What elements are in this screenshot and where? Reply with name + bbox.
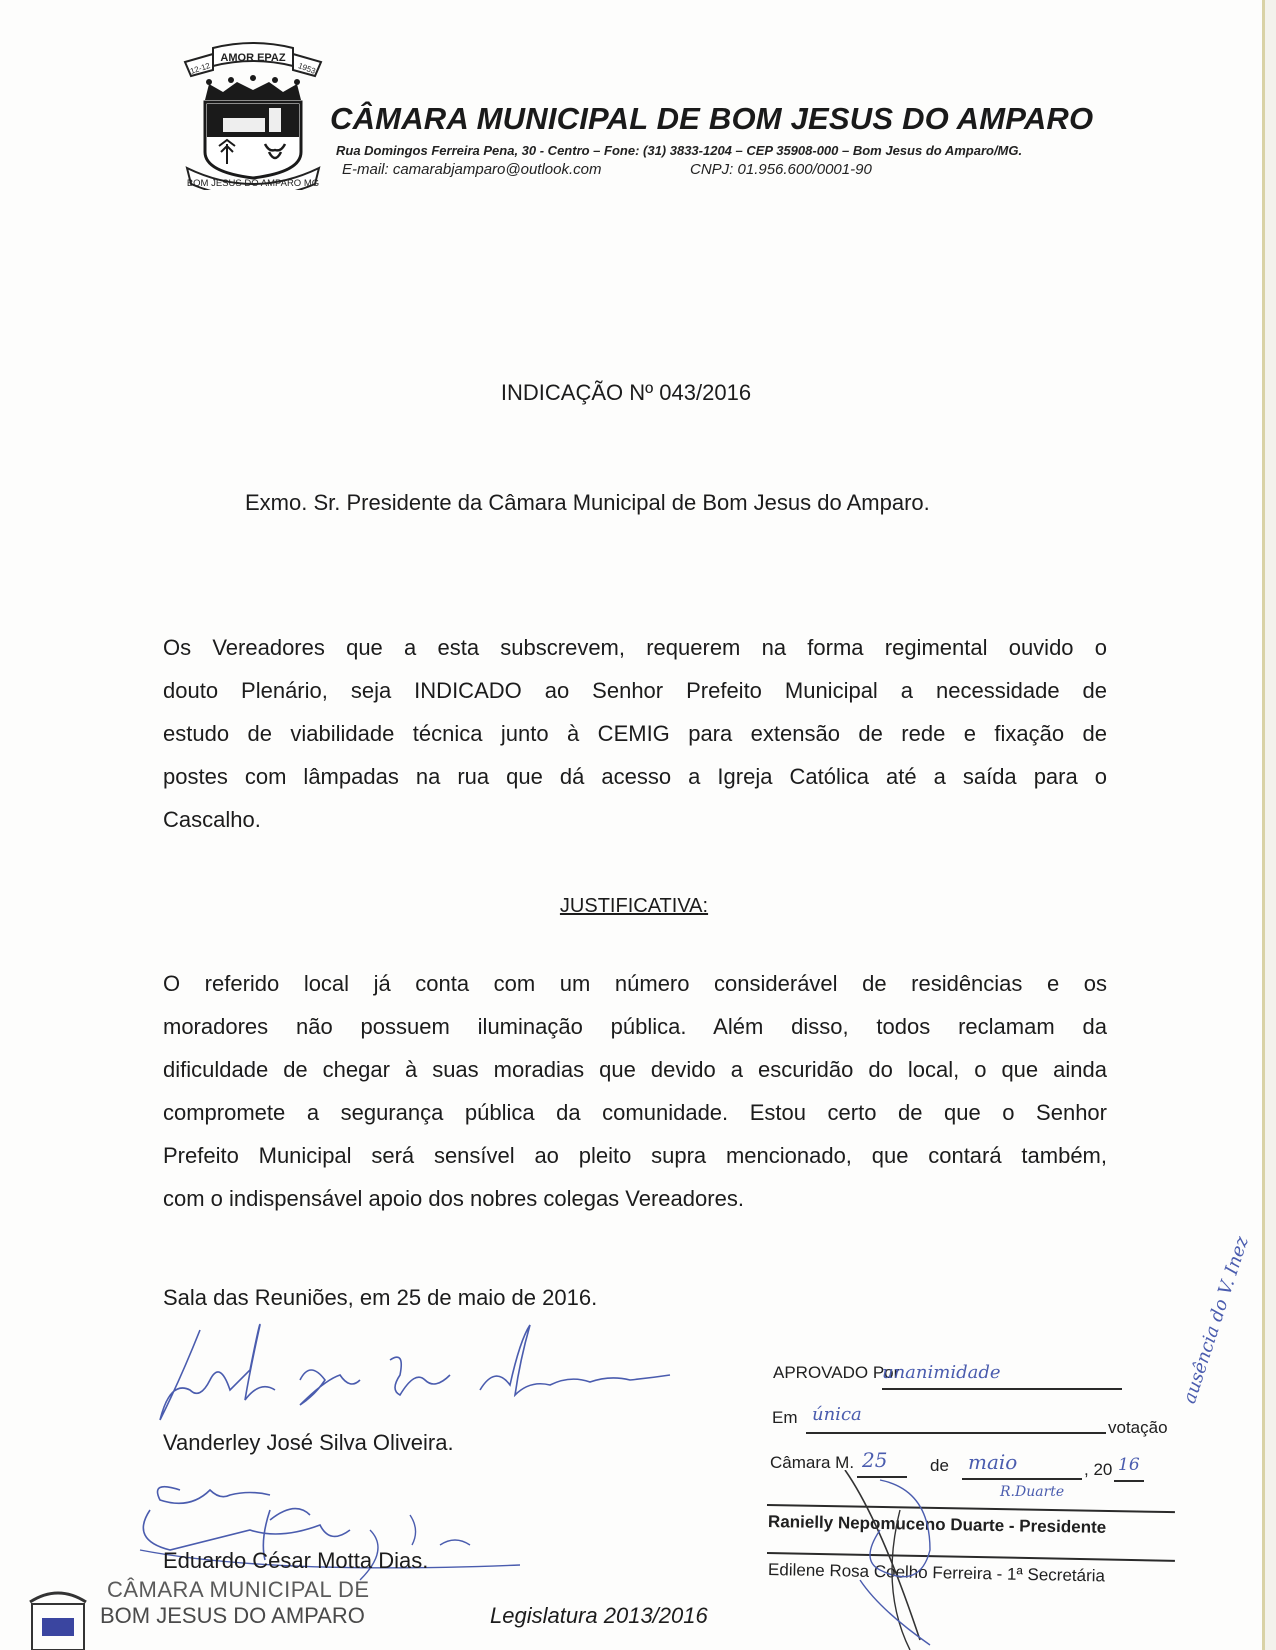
approved-by-value[interactable]: unanimidade [882, 1362, 1001, 1383]
year-value[interactable]: 16 [1118, 1455, 1140, 1475]
paragraph-line: Prefeito Municipal será sensível ao pleito supra mencionado, que contará também, [163, 1143, 1107, 1168]
paragraph-line: compromete a segurança pública da comunidade. Estou certo de que o Senhor [163, 1100, 1107, 1125]
session-value[interactable]: única [812, 1404, 862, 1425]
signatory-1-name: Vanderley José Silva Oliveira. [163, 1430, 454, 1455]
institution-email: E-mail: camarabjamparo@outlook.com [342, 161, 602, 178]
legislature: Legislatura 2013/2016 [490, 1603, 708, 1628]
paragraph-line: O referido local já conta com um número considerável de residências e os [163, 971, 1107, 996]
paragraph-line: moradores não possuem iluminação pública. Além disso, todos reclamam da [163, 1014, 1107, 1039]
logo-banner-bottom: BOM JESUS DO AMPARO MG [186, 178, 320, 189]
crown-icon [205, 82, 301, 100]
paragraph-line: Cascalho. [163, 807, 261, 832]
document-title: INDICAÇÃO Nº 043/2016 [500, 380, 752, 405]
of-label: de [930, 1456, 949, 1475]
signatory-2-name: Eduardo César Motta Dias. [163, 1548, 429, 1573]
justification-heading-wrap [0, 895, 1276, 918]
paragraph-line: estudo de viabilidade técnica junto à CEMIG para extensão de rede e fixação de [163, 721, 1107, 746]
approved-by-label: APROVADO Por [773, 1363, 900, 1382]
stamp-line-2: BOM JESUS DO AMPARO [100, 1603, 365, 1628]
document-title-wrap [0, 380, 1276, 406]
paragraph-line: com o indispensável apoio dos nobres colegas Vereadores. [163, 1186, 744, 1211]
stamp-logo [22, 1582, 94, 1650]
secretary-line [767, 1552, 1175, 1561]
session-line [806, 1432, 1106, 1434]
margin-note: ausência do V. Inez [1179, 1233, 1253, 1407]
paragraph-line: postes com lâmpadas na rua que dá acesso a Igreja Católica até a saída para o [163, 764, 1107, 789]
president-name: Ranielly Nepomuceno Duarte - Presidente [767, 1512, 1107, 1537]
justification-paragraph [163, 962, 1107, 1220]
approval-rubric [840, 1470, 960, 1650]
coat-of-arms-logo [183, 40, 323, 190]
year-prefix: , 20 [1084, 1460, 1113, 1479]
institution-cnpj: CNPJ: 01.956.600/0001-90 [690, 161, 872, 178]
logo-right-year: 1953 [296, 61, 317, 76]
justification-heading: JUSTIFICATIVA: [559, 895, 709, 917]
year-line [1114, 1480, 1144, 1482]
salutation: Exmo. Sr. Presidente da Câmara Municipal de Bom Jesus do Amparo. [245, 490, 930, 515]
place-date: Sala das Reuniões, em 25 de maio de 2016. [163, 1285, 598, 1310]
secretary-name: Edilene Rosa Coelho Ferreira - 1ª Secretária [767, 1560, 1106, 1586]
paragraph-line: dificuldade de chegar à suas moradias que devido a escuridão do local, o que ainda [163, 1057, 1107, 1082]
request-paragraph [163, 626, 1107, 841]
approved-by-line [882, 1388, 1122, 1390]
session-label: Em [772, 1408, 798, 1427]
stamp-line-1: CÂMARA MUNICIPAL DE [107, 1577, 370, 1602]
paragraph-line: Os Vereadores que a esta subscrevem, requerem na forma regimental ouvido o [163, 635, 1107, 660]
month-line [962, 1478, 1082, 1480]
signature-vanderley [150, 1320, 690, 1430]
institution-address: Rua Domingos Ferreira Pena, 30 - Centro – Fone: (31) 3833-1204 – CEP 35908-000 – Bom Jesus do Amparo/MG. [336, 143, 1023, 158]
president-signature: R.Duarte [1000, 1484, 1065, 1500]
institution-title: CÂMARA MUNICIPAL DE BOM JESUS DO AMPARO [330, 101, 1094, 136]
day-value[interactable]: 25 [862, 1448, 888, 1472]
logo-left-date: 12-12 [189, 61, 212, 76]
paragraph-line: douto Plenário, seja INDICADO ao Senhor Prefeito Municipal a necessidade de [163, 678, 1107, 703]
scan-margin [1265, 0, 1276, 1650]
president-line [767, 1504, 1175, 1513]
chamber-label: Câmara M. [770, 1453, 855, 1472]
month-value[interactable]: maio [968, 1450, 1018, 1474]
vote-label: votação [1108, 1418, 1168, 1437]
logo-banner-top: AMOR EPAZ [220, 52, 286, 64]
